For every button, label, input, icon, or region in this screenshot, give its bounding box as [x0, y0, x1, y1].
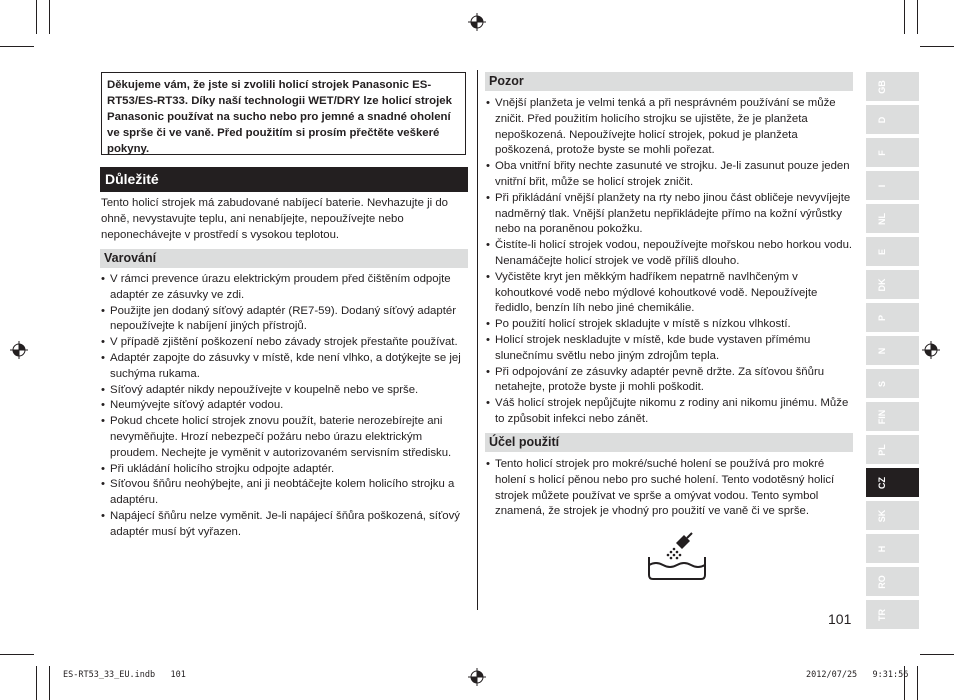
important-text: Tento holicí strojek má zabudované nabíjecí baterie. Nevhazujte ji do ohně, nevystavujte teplu, ani nenabíjejte, nepoužívejte nebo neponechávejte v prostředí s vysokou teplotou.: [101, 197, 448, 241]
list-item: • Oba vnitřní břity nechte zasunuté ve strojku. Je-li zasunut pouze jeden vnitřní břit, může se holicí strojek zničit.: [486, 159, 854, 191]
crop-mark: [49, 0, 50, 34]
tab-label: RO: [877, 574, 887, 589]
tab-label: H: [877, 545, 887, 552]
list-item: • Po použití holicí strojek skladujte v místě s nízkou vlhkostí.: [486, 317, 854, 333]
crop-mark: [36, 0, 37, 34]
tab-e[interactable]: [866, 237, 919, 266]
shower-bath-icon: [646, 531, 708, 581]
tab-tr[interactable]: [866, 600, 919, 629]
list-item: • Při odpojování ze zásuvky adaptér pevně držte. Za síťovou šňůru netahejte, protože byste ji mohli poškodit.: [486, 365, 854, 397]
list-item: • V případě zjištění poškození nebo závady strojek přestaňte používat.: [101, 335, 471, 351]
purpose-heading: Účel použití: [485, 433, 853, 452]
tab-label: DK: [877, 278, 887, 291]
tab-label: TR: [877, 608, 887, 621]
tab-label: F: [877, 149, 887, 156]
crop-mark: [0, 654, 34, 655]
list-item: • Při přikládání vnější planžety na rty nebo jinou část obličeje nevyvíjejte nadměrný tlak. Vnější planžetu nepřikládejte přímo na kožní výrůstky nebo na poraněnou pokožku.: [486, 191, 854, 238]
tab-label: NL: [877, 212, 887, 225]
tab-label: I: [877, 184, 887, 187]
intro-box: Děkujeme vám, že jste si zvolili holicí strojek Panasonic ES-RT53/ES-RT33. Díky naší technologii WET/DRY lze holicí strojek Panasonic používat na sucho nebo pro jemné a snadné oholení ve sprše či ve vaně. Před použitím si prosím přečtěte veškeré pokyny.: [101, 72, 466, 155]
tab-label: CZ: [877, 476, 887, 489]
registration-mark-icon: [468, 13, 486, 31]
tab-dk[interactable]: [866, 270, 919, 299]
tab-label: GB: [877, 79, 887, 94]
tab-label: SK: [877, 509, 887, 522]
tab-cz[interactable]: [866, 468, 919, 497]
tab-label: E: [877, 248, 887, 255]
tab-i[interactable]: [866, 171, 919, 200]
tab-pl[interactable]: [866, 435, 919, 464]
tab-gb[interactable]: [866, 72, 919, 101]
list-item: • Neumývejte síťový adaptér vodou.: [101, 398, 471, 414]
important-heading: Důležité: [100, 167, 468, 192]
footer-timestamp: 2012/07/25 9:31:56: [806, 670, 909, 680]
crop-mark: [917, 666, 918, 700]
list-item: • Holicí strojek neskladujte v místě, kde bude vystaven přímému slunečnímu světlu nebo jiným zdrojům tepla.: [486, 333, 854, 365]
tab-label: D: [877, 116, 887, 123]
list-item: • Napájecí šňůru nelze vyměnit. Je-li napájecí šňůra poškozená, síťový adaptér musí být vyřazen.: [101, 509, 471, 541]
tab-label: FIN: [877, 409, 887, 424]
tab-label: S: [877, 380, 887, 387]
list-item: • Adaptér zapojte do zásuvky v místě, kde není vlhko, a dotýkejte se jej suchýma rukama.: [101, 351, 471, 383]
tab-d[interactable]: [866, 105, 919, 134]
tab-h[interactable]: [866, 534, 919, 563]
list-item: • Síťovou šňůru neohýbejte, ani ji neobtáčejte kolem holicího strojku a adaptéru.: [101, 477, 471, 509]
tab-n[interactable]: [866, 336, 919, 365]
registration-mark-icon: [10, 341, 28, 359]
language-tabs: [866, 72, 919, 633]
warning-list: [101, 272, 471, 541]
crop-mark: [0, 46, 34, 47]
caution-heading: Pozor: [485, 72, 853, 91]
list-item: • Použijte jen dodaný síťový adaptér (RE7-59). Dodaný síťový adaptér nepoužívejte k nabíjení jiných přístrojů.: [101, 304, 471, 336]
purpose-list: [486, 457, 846, 520]
list-item: • Při ukládání holicího strojku odpojte adaptér.: [101, 462, 471, 478]
warning-heading: Varování: [100, 249, 468, 268]
list-item: • Váš holicí strojek nepůjčujte nikomu z rodiny ani nikomu jinému. Může to způsobit infekci nebo zánět.: [486, 396, 854, 428]
list-item: • V rámci prevence úrazu elektrickým proudem před čištěním odpojte adaptér ze zásuvky ve zdi.: [101, 272, 471, 304]
crop-mark: [917, 0, 918, 34]
caution-list: [486, 96, 854, 428]
crop-mark: [36, 666, 37, 700]
list-item: • Vyčistěte kryt jen měkkým hadříkem nepatrně navlhčeným v kohoutkové vodě nebo mýdlové kohoutkové vodě. Nepoužívejte ředidlo, benzín líh nebo jiné chemikálie.: [486, 270, 854, 317]
tab-s[interactable]: [866, 369, 919, 398]
list-item: • Tento holicí strojek pro mokré/suché holení se používá pro mokré holení s holicí pěnou nebo pro suché holení. Tento vodotěsný holicí strojek můžete používat ve sprše a omývat vodou. Tento symbol znamená, že strojek je vhodný pro použití ve vaně či ve sprše.: [486, 457, 846, 520]
crop-mark: [49, 666, 50, 700]
tab-f[interactable]: [866, 138, 919, 167]
list-item: • Vnější planžeta je velmi tenká a při nesprávném používání se může zničit. Před použitím holicího strojku se ujistěte, že je planžeta nepoškozená. Nepoužívejte holicí strojek, pokud je planžeta poškozená, protože byste se mohli pořezat.: [486, 96, 854, 159]
crop-mark: [920, 654, 954, 655]
footer-file: ES-RT53_33_EU.indb 101: [63, 670, 186, 680]
tab-label: PL: [877, 443, 887, 456]
page-number: 101: [828, 611, 852, 627]
tab-fin[interactable]: [866, 402, 919, 431]
tab-sk[interactable]: [866, 501, 919, 530]
crop-mark: [920, 46, 954, 47]
list-item: • Síťový adaptér nikdy nepoužívejte v koupelně nebo ve sprše.: [101, 383, 471, 399]
tab-nl[interactable]: [866, 204, 919, 233]
list-item: • Pokud chcete holicí strojek znovu použít, baterie nerozebírejte ani nevyměňujte. Hrozí nebezpečí požáru nebo úrazu elektrickým proudem. Nechejte je vyměnit v autorizovaném servisním středisku.: [101, 414, 471, 461]
tab-label: P: [877, 314, 887, 321]
list-item: • Čistíte-li holicí strojek vodou, nepoužívejte mořskou nebo horkou vodu. Nenamáčejte holicí strojek ve vodě příliš dlouho.: [486, 238, 854, 270]
column-divider: [477, 70, 478, 610]
crop-mark: [904, 0, 905, 34]
tab-p[interactable]: [866, 303, 919, 332]
tab-ro[interactable]: [866, 567, 919, 596]
registration-mark-icon: [468, 668, 486, 686]
tab-label: N: [877, 347, 887, 354]
registration-mark-icon: [922, 341, 940, 359]
